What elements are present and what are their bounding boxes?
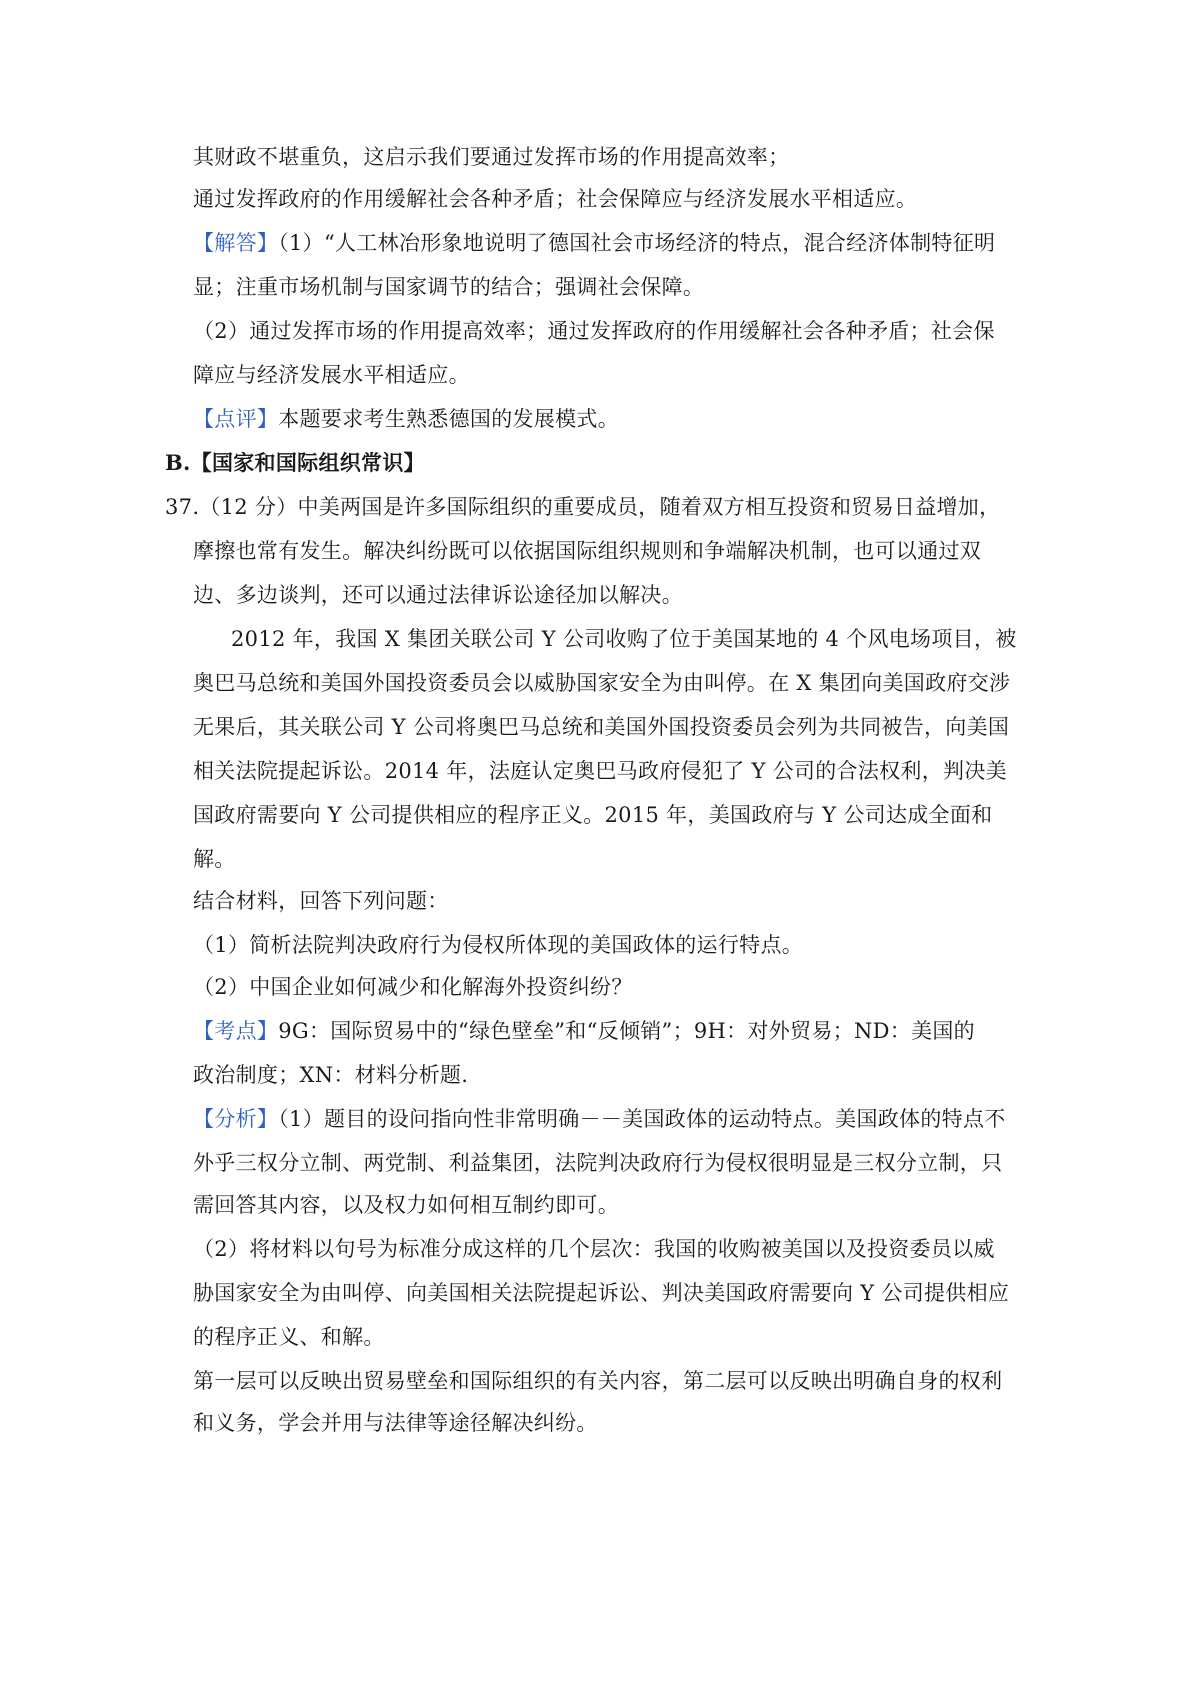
fenxi-text: （1）题目的设问指向性非常明确－－美国政体的运动特点。美国政体的特点不 [278,1107,1006,1131]
material-line: 无果后，其关联公司 Y 公司将奥巴马总统和美国外国投资委员会列为共同被告，向美国 [193,715,1010,739]
fenxi-line [193,1105,1006,1133]
text-line: 外乎三权分立制、两党制、利益集团，法院判决政府行为侵权很明显是三权分立制，只 [193,1151,1003,1175]
text-line: （2）将材料以句号为标准分成这样的几个层次：我国的收购被美国以及投资委员以威 [193,1237,995,1261]
material-line: 2012 年，我国 X 集团关联公司 Y 公司收购了位于美国某地的 4 个风电场项目，被 [231,627,1017,651]
sub-question: （2）中国企业如何减少和化解海外投资纠纷？ [193,975,633,999]
text-line: 政治制度；XN：材料分析题. [193,1063,469,1087]
material-line: 相关法院提起诉讼。2014 年，法庭认定奥巴马政府侵犯了 Y 公司的合法权利，判决美 [193,759,1007,783]
answer-tag: 【解答】 [193,231,279,255]
question-line: 摩擦也常有发生。解决纠纷既可以依据国际组织规则和争端解决机制，也可以通过双 [193,539,982,563]
text-line: 和义务，学会并用与法律等途径解决纠纷。 [193,1411,598,1435]
kaodian-line [193,1017,975,1045]
question-line: 37.（12 分）中美两国是许多国际组织的重要成员，随着双方相互投资和贸易日益增加， [165,495,1001,519]
section-heading: B.【国家和国际组织常识】 [165,450,425,475]
answer-line [193,229,995,257]
material-line: 奥巴马总统和美国外国投资委员会以威胁国家安全为由叫停。在 X 集团向美国政府交涉 [193,671,1011,695]
text-line: 其财政不堪重负，这启示我们要通过发挥市场的作用提高效率； [193,145,790,169]
text-line: 障应与经济发展水平相适应。 [193,363,470,387]
material-line: 国政府需要向 Y 公司提供相应的程序正义。2015 年，美国政府与 Y 公司达成全面和 [193,803,993,827]
text-line: 需回答其内容，以及权力如何相互制约即可。 [193,1193,619,1217]
text-line: 的程序正义、和解。 [193,1325,385,1349]
text-line: 显；注重市场机制与国家调节的结合；强调社会保障。 [193,275,705,299]
comment-text: 本题要求考生熟悉德国的发展模式。 [278,407,620,431]
fenxi-tag: 【分析】 [193,1107,279,1131]
question-prompt: 结合材料，回答下列问题： [193,889,449,913]
text-line: 通过发挥政府的作用缓解社会各种矛盾；社会保障应与经济发展水平相适应。 [193,187,918,211]
question-line: 边、多边谈判，还可以通过法律诉讼途径加以解决。 [193,583,683,607]
answer-text: （1）“人工林冶形象地说明了德国社会市场经济的特点，混合经济体制特征明 [278,231,996,255]
comment-line [193,405,619,433]
sub-question: （1）简析法院判决政府行为侵权所体现的美国政体的运行特点。 [193,933,804,957]
material-line: 解。 [193,847,236,871]
text-line: （2）通过发挥市场的作用提高效率；通过发挥政府的作用缓解社会各种矛盾；社会保 [193,319,995,343]
kaodian-text: 9G：国际贸易中的“绿色壁垒”和“反倾销”；9H：对外贸易；ND：美国的 [278,1019,975,1043]
kaodian-tag: 【考点】 [193,1019,279,1043]
comment-tag: 【点评】 [193,407,279,431]
text-line: 胁国家安全为由叫停、向美国相关法院提起诉讼、判决美国政府需要向 Y 公司提供相应 [193,1281,1010,1305]
text-line: 第一层可以反映出贸易壁垒和国际组织的有关内容，第二层可以反映出明确自身的权利 [193,1369,1003,1393]
